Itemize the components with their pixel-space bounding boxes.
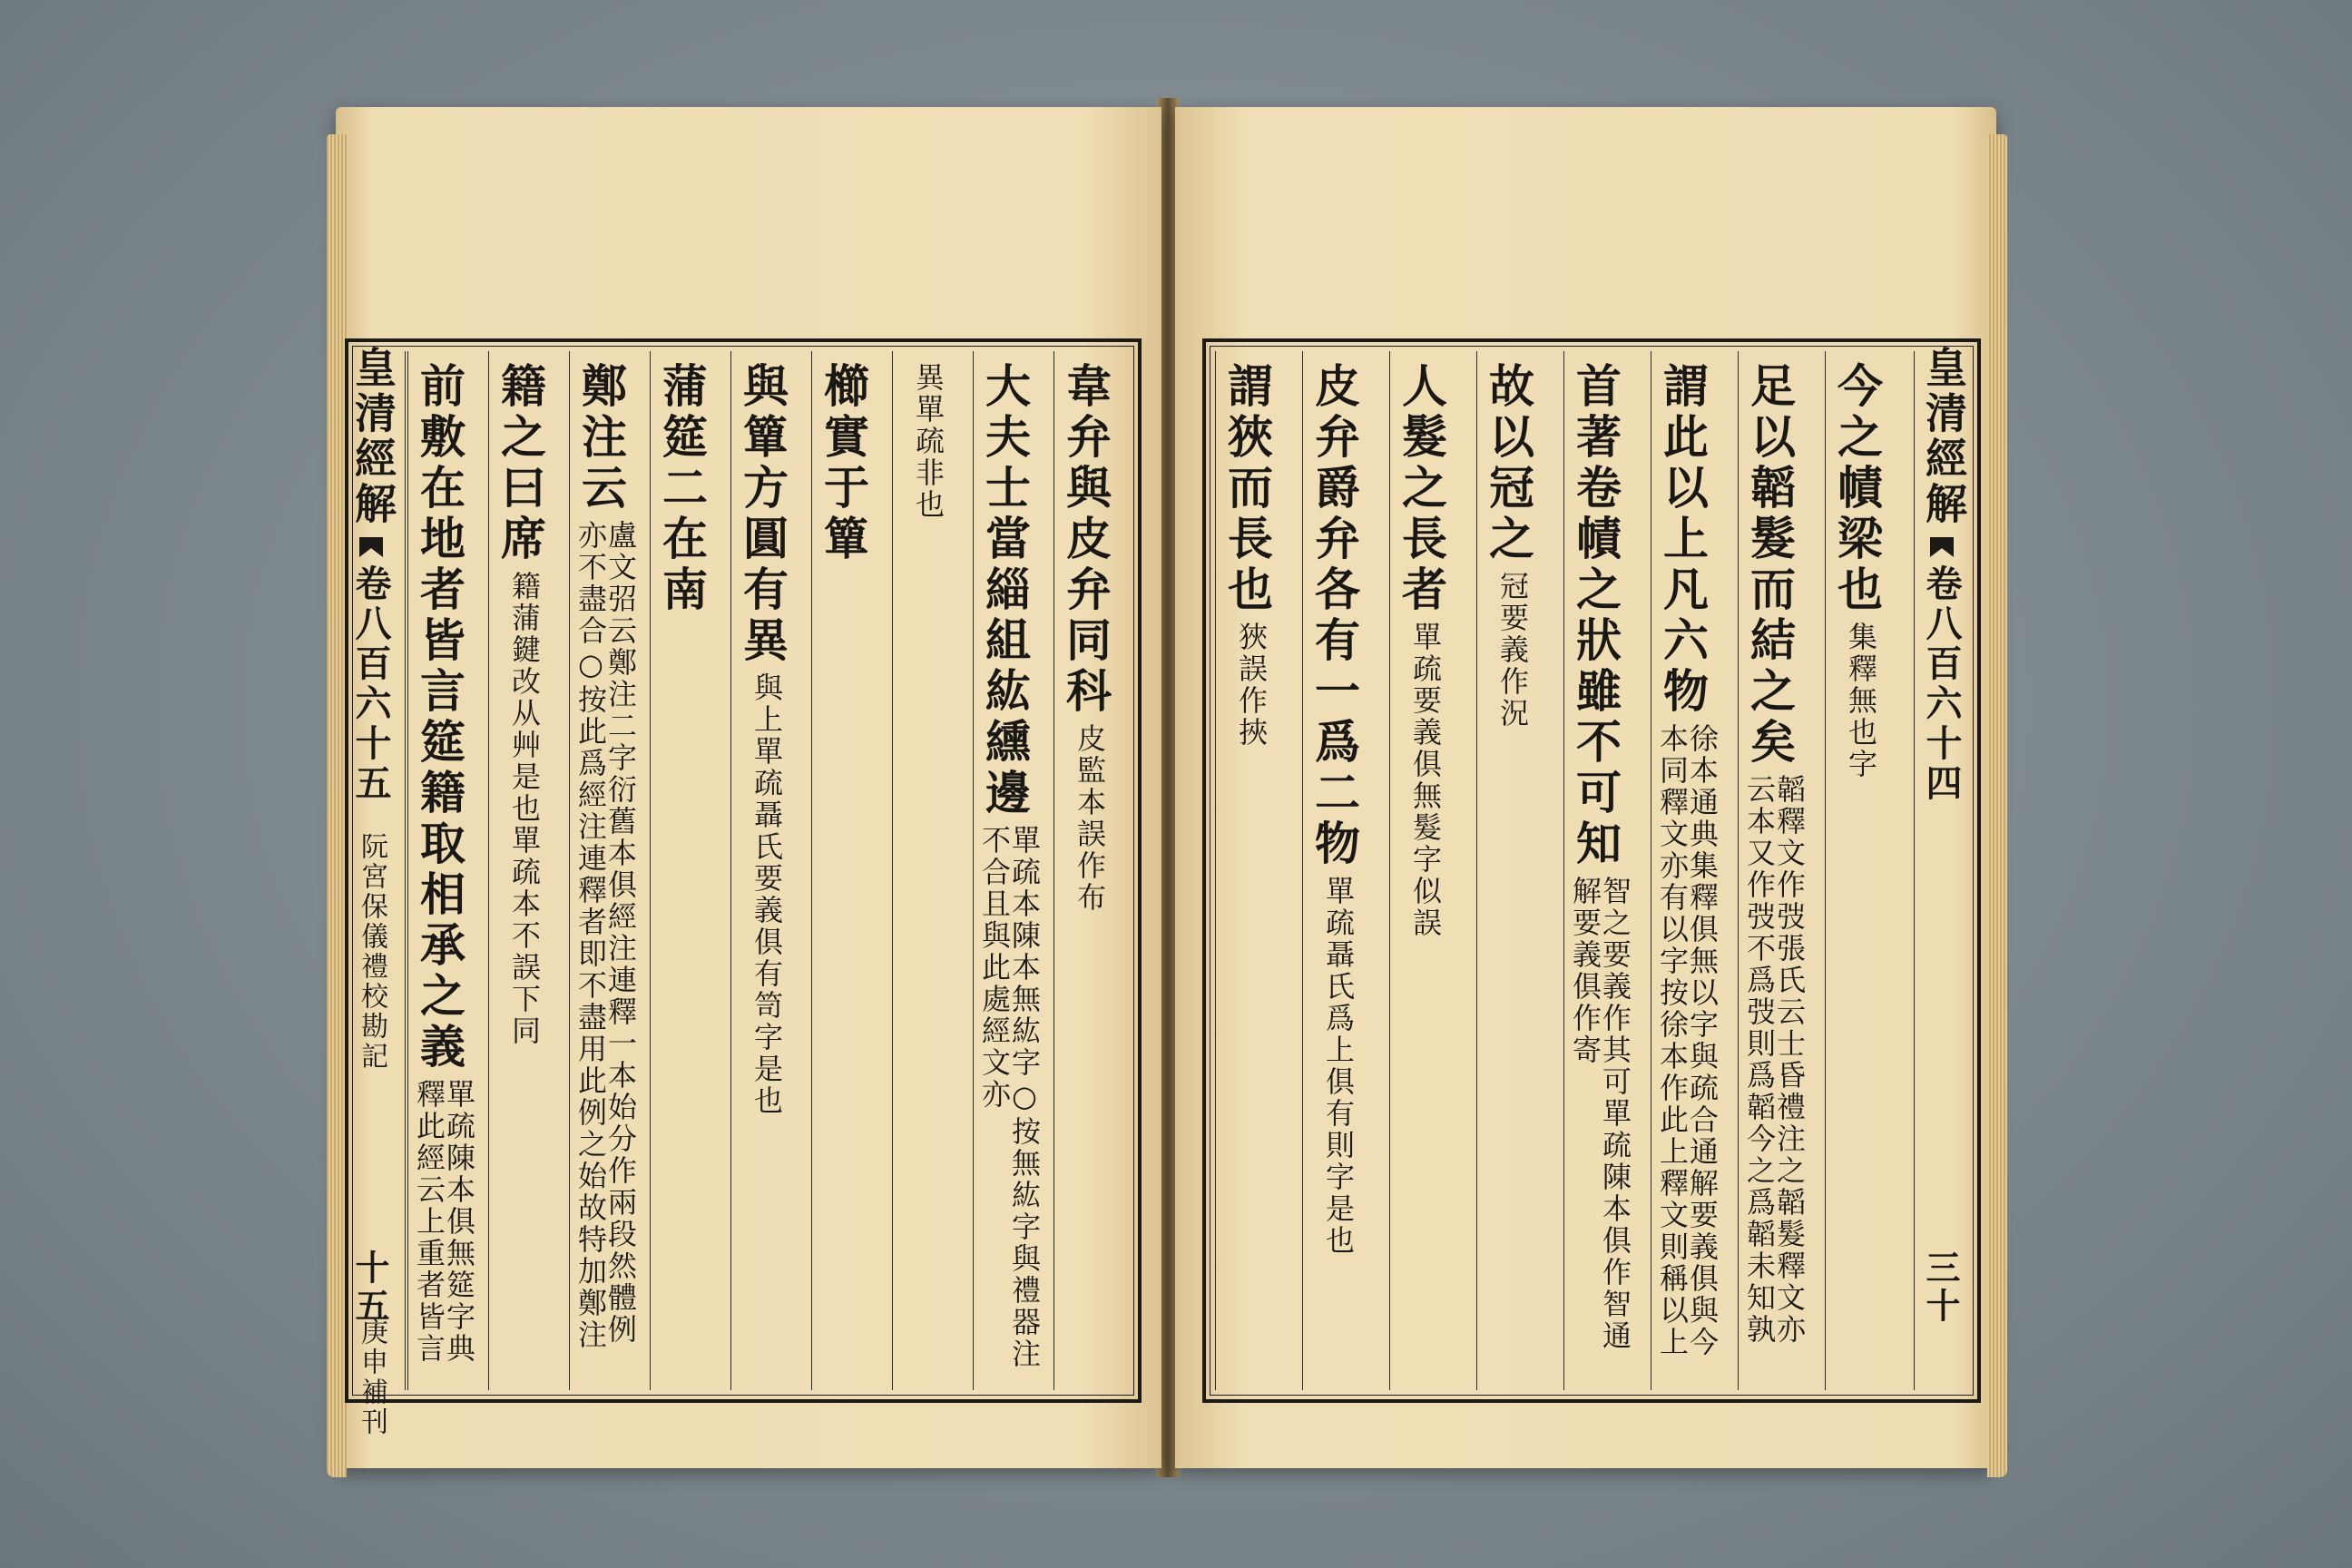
right-folio: 三十	[1920, 1250, 1961, 1326]
commentary-text: 徐本通典集釋俱無以字與疏合通解要義俱與今	[1685, 723, 1720, 1358]
commentary-text: 狹誤作挾	[1234, 622, 1269, 749]
left-center-subtitle: 阮宮保儀禮校勘記	[356, 832, 387, 1072]
column-rule	[1476, 351, 1477, 1390]
left-page-edges	[327, 134, 347, 1477]
column-rule	[1738, 351, 1739, 1390]
commentary-text: 單疏要義俱無髮字似誤	[1408, 622, 1443, 939]
left-page-frame	[345, 338, 1142, 1437]
right-page-edges	[1987, 134, 2007, 1477]
main-text-column: 櫛實于簞	[817, 362, 870, 565]
column-rule	[1563, 351, 1564, 1390]
main-text-column: 與簞方圓有異	[736, 362, 789, 667]
column-rule	[650, 351, 651, 1390]
commentary-text: 籍蒲鍵改从艸是也單疏本不誤下同	[507, 571, 542, 1047]
column-rule	[1389, 351, 1390, 1390]
commentary-text: 盧文弨云鄭注二字衍舊本俱經注連釋一本始分作兩段然體例	[603, 520, 638, 1346]
commentary-text: 亦不盡合○按此爲經注連釋者即不盡用此例之始故特加鄭注	[573, 520, 608, 1351]
open-book	[336, 98, 2005, 1477]
column-rule	[892, 351, 893, 1390]
commentary-text: 云本又作弢不爲弢則爲韜今之爲韜未知孰	[1742, 774, 1777, 1346]
main-text-column: 鄭注云	[574, 362, 628, 514]
main-text-column: 大夫士當緇組紘纁邊	[978, 362, 1032, 819]
commentary-text: 解要義俱作寄	[1568, 876, 1602, 1066]
main-text-column: 蒲筵二在南	[655, 362, 709, 616]
column-rule	[1825, 351, 1826, 1390]
left-folio: 十五	[349, 1250, 390, 1326]
left-center-footer: 庚申補刊	[356, 1318, 387, 1437]
right-page	[1175, 107, 1996, 1468]
commentary-text: 單疏陳本俱無筵字典	[442, 1079, 476, 1365]
left-page	[336, 107, 1161, 1468]
column-rule	[1215, 351, 1216, 1390]
column-rule	[730, 351, 731, 1390]
column-rule	[1302, 351, 1303, 1390]
main-text-column: 皮弁爵弁各有一爲二物	[1308, 362, 1361, 870]
main-text-column: 謂狹而長也	[1220, 362, 1274, 616]
fish-tail-mark	[359, 537, 383, 557]
column-rule	[488, 351, 489, 1390]
commentary-text: 異單疏非也	[911, 362, 946, 521]
commentary-text: 不合且與此處經文亦	[977, 825, 1012, 1111]
column-rule	[569, 351, 570, 1390]
left-center-title: 皇清經解	[348, 346, 397, 527]
fish-tail-mark	[1930, 537, 1954, 557]
right-center-volume: 卷八百六十四	[1920, 564, 1963, 804]
commentary-text: 單疏本陳本無紘字○按無紘字與禮器注	[1007, 825, 1042, 1370]
commentary-text: 集釋無也字	[1844, 622, 1878, 780]
column-rule	[407, 351, 408, 1390]
main-text-column: 人髮之長者	[1395, 362, 1448, 616]
main-text-column: 故以冠之	[1482, 362, 1535, 565]
main-text-column: 足以韜髮而結之矣	[1743, 362, 1797, 769]
column-rule	[811, 351, 812, 1390]
commentary-text: 釋此經云上重者皆言	[412, 1079, 446, 1365]
main-text-column: 韋弁與皮弁同科	[1059, 362, 1112, 718]
right-center-title: 皇清經解	[1919, 346, 1968, 527]
main-text-column: 前敷在地者皆言筵籍取相承之義	[413, 362, 466, 1073]
left-center-volume: 卷八百六十五	[349, 564, 392, 804]
commentary-text: 智之要義作其可單疏陳本俱作智通	[1598, 876, 1632, 1352]
center-strip-rule	[1914, 351, 1915, 1390]
right-page-frame	[1202, 338, 1981, 1403]
commentary-text: 韜釋文作弢張氏云士昏禮注之韜髮釋文亦	[1772, 774, 1807, 1346]
commentary-text: 冠要義作況	[1495, 571, 1530, 730]
center-strip-rule	[405, 351, 406, 1390]
commentary-text: 與上單疏聶氏要義俱有笥字是也	[750, 672, 784, 1117]
main-text-column: 籍之曰席	[494, 362, 547, 565]
commentary-text: 本同釋文亦有以字按徐本作此上釋文則稱以上	[1655, 723, 1690, 1358]
main-text-column: 今之幘梁也	[1830, 362, 1884, 616]
commentary-text: 單疏聶氏爲上俱有則字是也	[1321, 876, 1356, 1257]
commentary-text: 皮監本誤作布	[1073, 723, 1107, 914]
column-rule	[973, 351, 974, 1390]
main-text-column: 謂此以上凡六物	[1656, 362, 1710, 718]
main-text-column: 首著卷幘之狀雖不可知	[1569, 362, 1622, 870]
